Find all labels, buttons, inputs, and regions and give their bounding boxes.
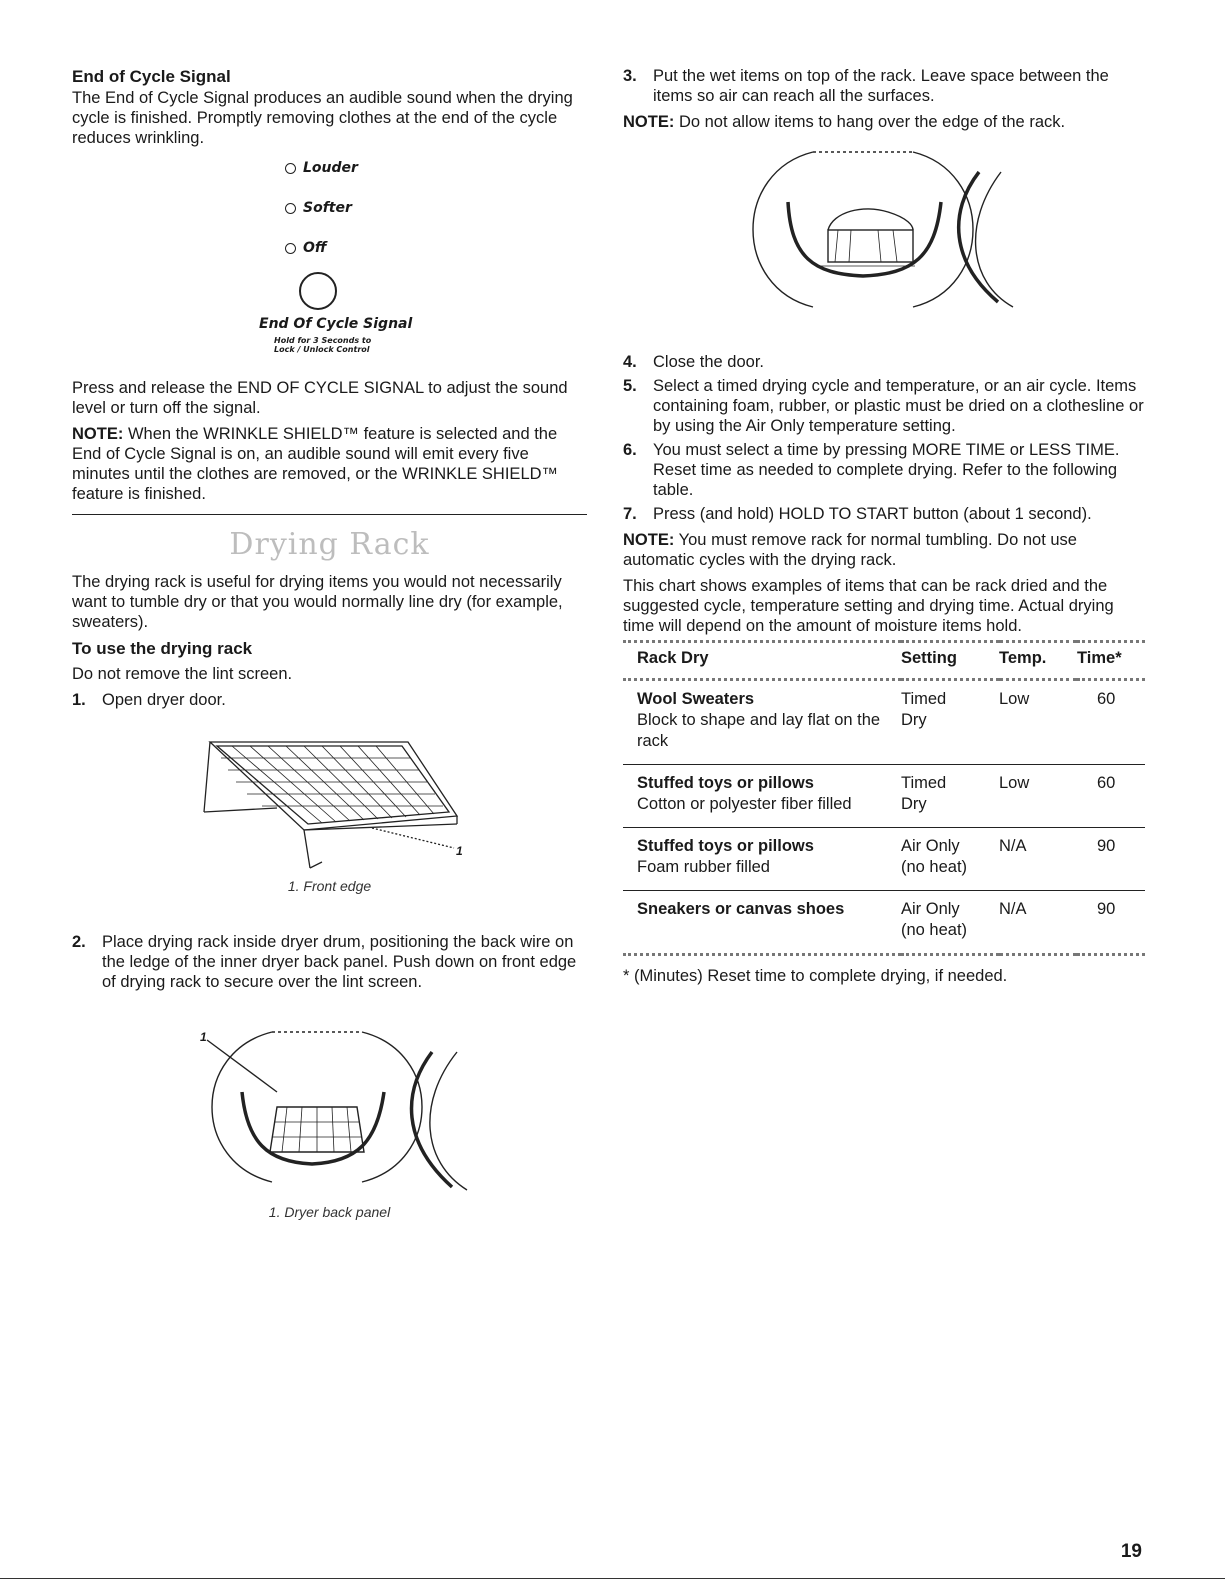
drying-rack-drawing — [72, 720, 587, 890]
drying-rack-title: Drying Rack — [229, 527, 430, 562]
option-dot-icon — [285, 203, 296, 214]
end-cycle-signal-panel — [72, 160, 587, 388]
table-header-row — [623, 642, 1145, 680]
dryer-sweater-illustration — [623, 142, 1145, 352]
col-setting: Setting — [901, 649, 957, 667]
press-release-text: Press and release the END OF CYCLE SIGNAL to adjust the sound level or turn off the signal. — [72, 379, 568, 417]
step-2: 2. Place drying rack inside dryer drum, positioning the back wire on the ledge of the inner dryer back panel. Push down on front edge of drying rack to secure over the lint screen. — [72, 933, 577, 991]
left-column — [72, 66, 587, 1227]
step-3: 3. Put the wet items on top of the rack. Leave space between the items so air can reach all the surfaces. — [623, 67, 1109, 105]
remove-rack-note: NOTE: You must remove rack for normal tumbling. Do not use automatic cycles with the drying rack. — [623, 531, 1077, 569]
step-4: 4. Close the door. — [623, 353, 764, 371]
wrinkle-note: NOTE: When the WRINKLE SHIELD™ feature is selected and the End of Cycle Signal is on, an audible sound will emit every five minutes until the clothes are removed, or the WRINKLE SHIELD™ feature is finished. — [72, 425, 559, 503]
step-5: 5. Select a timed drying cycle and temperature, or an air cycle. Items containing foam, rubber, or plastic must be dried on a clothesline or by using the Air Only temperature setting. — [623, 377, 1144, 435]
col-temp: Temp. — [999, 649, 1047, 667]
callout-back-panel: 1 — [200, 1030, 207, 1044]
dryer-sweater-drawing — [623, 142, 1145, 342]
table-row: Sneakers or canvas shoes Air Only (no heat) N/A 90 — [623, 891, 1145, 955]
off-option: Off — [285, 240, 327, 256]
table-footnote: * (Minutes) Reset time to complete drying, if needed. — [623, 967, 1008, 985]
step-1: 1. Open dryer door. — [72, 691, 226, 709]
dryer-drum-illustration — [72, 1012, 587, 1227]
hang-note: NOTE: Do not allow items to hang over the edge of the rack. — [623, 113, 1066, 131]
softer-option: Softer — [285, 200, 352, 216]
drying-rack-intro: The drying rack is useful for drying items you would not necessarily want to tumble dry or that you would normally line dry (for example, sweaters). — [72, 573, 563, 631]
use-rack-subheading: To use the drying rack — [72, 639, 253, 658]
right-column — [623, 66, 1145, 986]
end-cycle-button-subtitle: Hold for 3 Seconds to Lock / Unlock Control — [274, 336, 372, 354]
bottom-rule — [0, 1578, 1225, 1579]
table-row: Stuffed toys or pillows Foam rubber filled Air Only (no heat) N/A 90 — [623, 828, 1145, 891]
end-cycle-intro: The End of Cycle Signal produces an audible sound when the drying cycle is finished. Promptly removing clothes at the end of the cycle reduces wrinkling. — [72, 89, 573, 147]
rack-dry-table — [623, 640, 1145, 956]
table-row: Stuffed toys or pillows Cotton or polyester fiber filled Timed Dry Low 60 — [623, 765, 1145, 828]
front-edge-caption: 1. Front edge — [287, 878, 372, 894]
section-divider — [72, 514, 587, 515]
table-row: Wool Sweaters Block to shape and lay flat on the rack Timed Dry Low 60 — [623, 680, 1145, 765]
lint-screen-text: Do not remove the lint screen. — [72, 665, 293, 683]
back-panel-caption: 1. Dryer back panel — [268, 1204, 391, 1220]
step-6: 6. You must select a time by pressing MORE TIME or LESS TIME. Reset time as needed to complete drying. Refer to the following table. — [623, 441, 1120, 499]
option-dot-icon — [285, 243, 296, 254]
end-cycle-button-title: End Of Cycle Signal — [259, 316, 413, 332]
rack-illustration — [72, 720, 587, 910]
dryer-drum-rack-drawing — [72, 1012, 587, 1202]
chart-intro: This chart shows examples of items that can be rack dried and the suggested cycle, temperature setting and drying time. Actual drying time will depend on the amount of moisture items hold. — [623, 577, 1114, 635]
page-number: 19 — [1120, 1541, 1142, 1562]
col-rack-dry: Rack Dry — [637, 649, 709, 667]
col-time: Time* — [1077, 649, 1122, 667]
option-dot-icon — [285, 163, 296, 174]
end-cycle-heading: End of Cycle Signal — [72, 67, 231, 86]
callout-front-edge: 1 — [456, 844, 463, 858]
step-7: 7. Press (and hold) HOLD TO START button (about 1 second). — [623, 505, 1092, 523]
end-cycle-signal-button-icon — [299, 272, 337, 310]
louder-option: Louder — [285, 160, 358, 176]
